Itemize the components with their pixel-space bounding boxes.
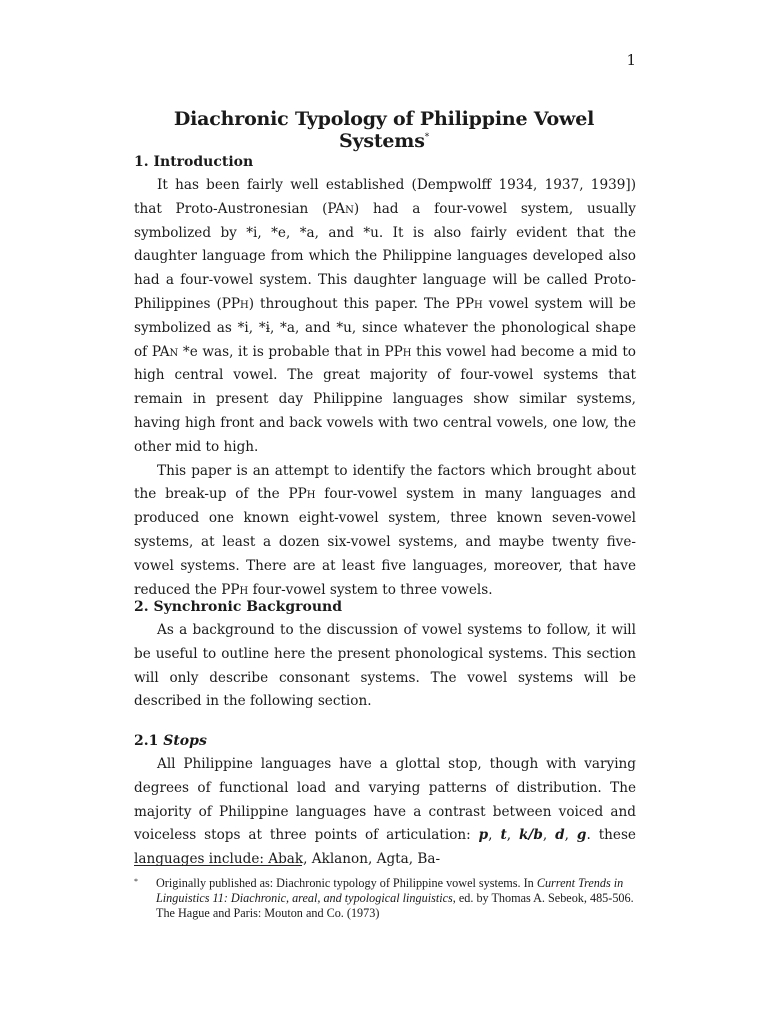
synchronic-paragraph: As a background to the discussion of vowel systems to follow, it will be useful to outline here the present phonological systems. This section will only describe consonant systems. The vowel systems will be described in the following section. <box>134 622 636 710</box>
stops-heading-word: Stops <box>163 733 207 749</box>
title-footnote-mark: * <box>424 132 430 143</box>
section-synchronic-background <box>134 595 636 714</box>
footnote-mark: * <box>134 877 138 886</box>
paper-title <box>134 108 634 152</box>
section-heading-synchronic: 2. Synchronic Background <box>134 599 343 615</box>
footnote-source-title: Current Trends in Linguistics 11: Diachronic, areal, and typological linguistics <box>156 876 624 905</box>
section-stops <box>134 729 636 872</box>
section-introduction <box>134 150 636 602</box>
stops-paragraph: All Philippine languages have a glottal stop, though with varying degrees of functional load and varying patterns of distribution. The majority of Philippine languages have a contrast between voiced and voiceless stops at three points of articulation: p, t, k/b, d, g. these languages include: Abak, Aklanon, Agta, Ba- <box>134 756 636 868</box>
intro-paragraph-2: This paper is an attempt to identify the factors which brought about the break-up of the PPh four-vowel system in many languages and produced one known eight-vowel system, three known seven-vowel systems, at least a dozen six-vowel systems, and maybe twenty five-vowel systems. There are at least five languages, moreover, that have reduced the PPh four-vowel system to three vowels. <box>134 462 636 598</box>
page-number: 1 <box>626 51 636 69</box>
footnote-text-post: , ed. by Thomas A. Sebeok, 485-506. The Hague and Paris: Mouton and Co. (1973) <box>156 891 634 920</box>
section-heading-stops <box>134 729 636 753</box>
stops-heading-number: 2.1 <box>134 733 164 749</box>
footnote-divider <box>134 865 302 866</box>
section-heading-introduction: 1. Introduction <box>134 154 254 170</box>
footnote-text-pre: Originally published as: Diachronic typology of Philippine vowel systems. In <box>156 876 537 890</box>
footnote-text <box>134 876 636 921</box>
paper-title-text: Diachronic Typology of Philippine Vowel Systems <box>173 108 595 152</box>
footnote <box>134 876 636 921</box>
intro-paragraph-1: It has been fairly well established (Dempwolff 1934, 1937, 1939]) that Proto-Austronesian (PAn) had a four-vowel system, usually symbolized by *i, *e, *a, and *u. It is also fairly evident that the daughter language from which the Philippine languages developed also had a four-vowel system. This daughter language will be called Proto-Philippines (PPh) throughout this paper. The PPh vowel system will be symbolized as *i, *ɨ, *a, and *u, since whatever the phonological shape of PAn *e was, it is probable that in PPh this vowel had become a mid to high central vowel. The great majority of four-vowel systems that remain in present day Philippine languages show similar systems, having high front and back vowels with two central vowels, one low, the other mid to high. <box>134 177 636 455</box>
